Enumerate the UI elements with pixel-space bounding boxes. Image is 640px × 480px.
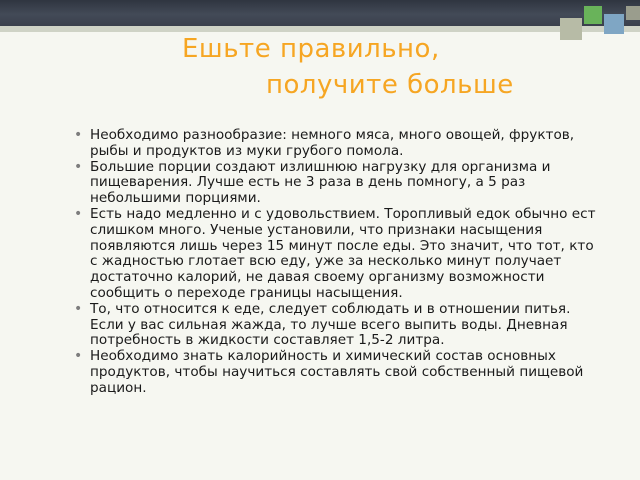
bullet-marker-icon: • xyxy=(74,127,83,143)
accent-square-dark xyxy=(626,6,640,20)
bullet-marker-icon: • xyxy=(74,158,83,175)
bullet-text: То, что относится к еде, следует соблюдать и в отношении питья. Если у вас сильная жажда, то лучше всего выпить воды. Дневная потребность в жидкости составляет 1,5-2 литра. xyxy=(90,300,571,349)
bullet-item xyxy=(74,128,604,160)
title-line-2: получите больше xyxy=(266,70,514,100)
accent-square-blue xyxy=(604,14,624,34)
accent-square-green xyxy=(584,6,602,24)
bullet-text: Необходимо разнообразие: немного мяса, много овощей, фруктов, рыбы и продуктов из муки грубого помола. xyxy=(90,127,575,159)
bullet-item xyxy=(74,160,604,207)
bullet-marker-icon: • xyxy=(74,348,83,365)
bullet-text: Большие порции создают излишнюю нагрузку для организма и пищеварения. Лучше есть не 3 раза в день помногу, а 5 раз небольшими порциями. xyxy=(90,158,551,207)
bullet-marker-icon: • xyxy=(74,300,83,317)
bullet-marker-icon: • xyxy=(74,205,83,222)
bullet-list xyxy=(74,128,604,397)
accent-square-gray xyxy=(560,18,582,40)
bullet-text: Есть надо медленно и с удовольствием. Торопливый едок обычно ест слишком много. Ученые установили, что признаки насыщения появляются лишь через 15 минут после еды. Это значит, что тот, кто с жадностью глотает всю еду, уже за несколько минут получает достаточно калорий, не давая своему организму возможности сообщить о переходе границы насыщения. xyxy=(90,205,596,301)
accent-squares xyxy=(0,6,640,34)
title-line-1: Ешьте правильно, xyxy=(182,34,440,64)
bullet-text: Необходимо знать калорийность и химический состав основных продуктов, чтобы научиться составлять свой собственный пищевой рацион. xyxy=(90,348,584,396)
bullet-item xyxy=(74,349,604,396)
bullet-item xyxy=(74,302,604,349)
bullet-item xyxy=(74,207,604,302)
